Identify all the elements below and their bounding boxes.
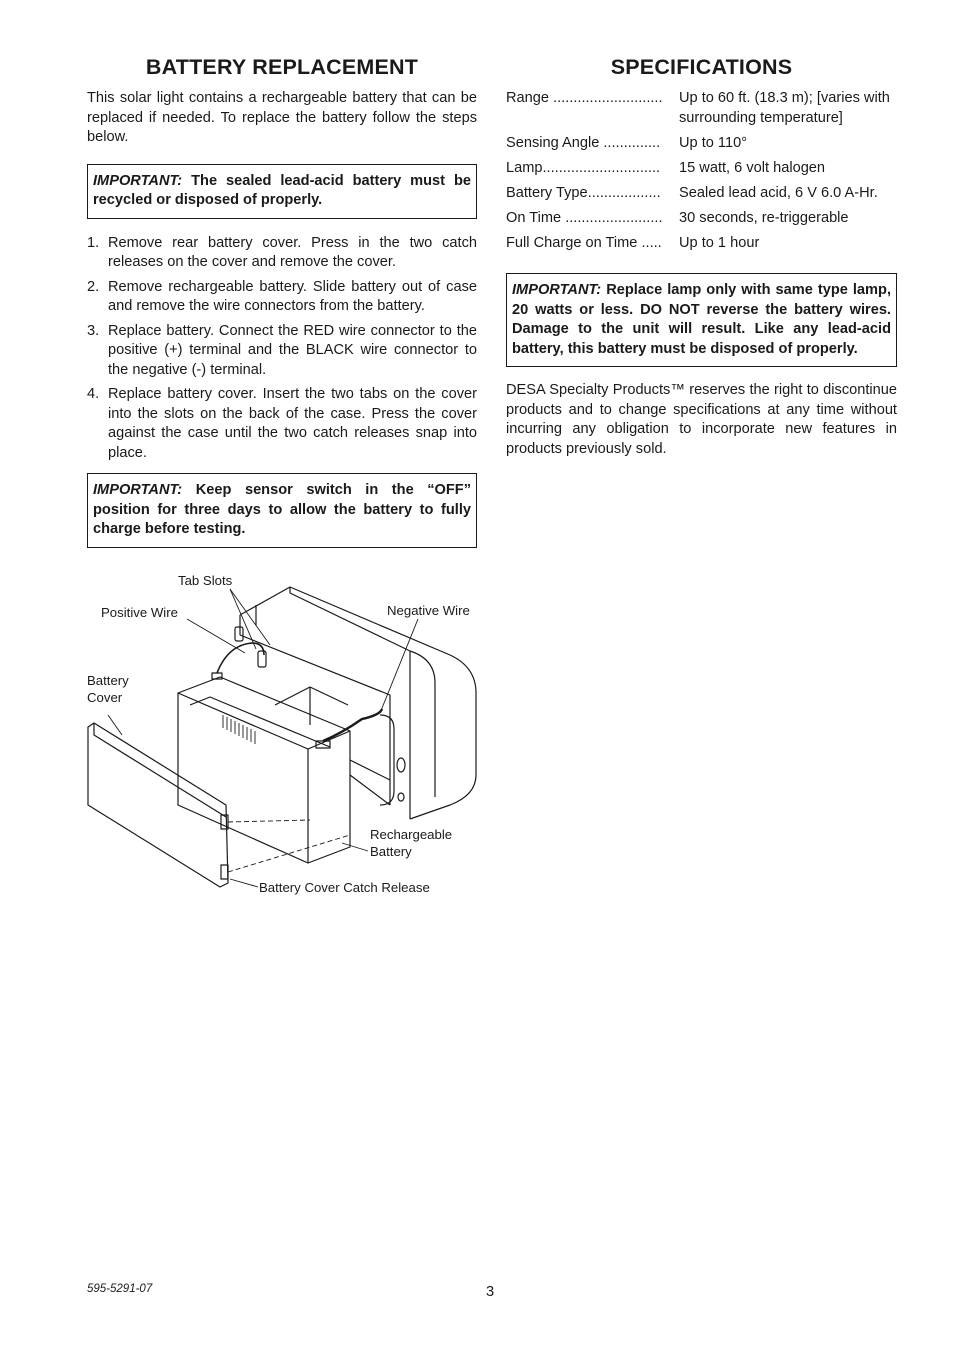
important-label: IMPORTANT: [93,172,183,189]
spec-label: Full Charge on Time ..... [506,234,662,251]
spec-row [506,134,897,154]
battery-intro: This solar light contains a rechargeable battery that can be replaced if needed. To replace the battery follow the steps below. [87,90,477,145]
battery-diagram [80,565,490,910]
step-item [87,278,477,317]
page-number: 3 [486,1284,495,1300]
spec-label: Sensing Angle .............. [506,134,661,151]
important-label: IMPORTANT: [512,282,602,298]
specifications-title: SPECIFICATIONS [610,55,793,79]
battery-cover-label-line1: Battery [87,673,129,688]
spec-label: Lamp............................. [506,159,661,176]
rechargeable-battery-label [370,827,452,860]
step-text: Remove rechargeable battery. Slide battery out of case and remove the wire connectors from the battery. [108,278,477,314]
document-code: 595-5291-07 [87,1283,153,1295]
spec-row [506,184,897,204]
spec-value: Sealed lead acid, 6 V 6.0 A-Hr. [679,184,878,201]
positive-wire-label: Positive Wire [101,605,178,620]
important-lamp-box [506,273,897,367]
spec-value: Up to 110° [679,134,748,151]
spec-value: 30 seconds, re-triggerable [679,209,849,226]
negative-wire-label: Negative Wire [387,603,470,618]
step-number: 2. [87,278,100,295]
specifications-section [506,52,897,459]
spec-row [506,234,897,254]
step-text: Remove rear battery cover. Press in the two catch releases on the cover and remove the cover. [108,234,477,270]
rechargeable-battery-label-line1: Rechargeable [370,827,453,842]
rechargeable-battery-label-line2: Battery [370,843,412,859]
spec-row [506,209,897,229]
important-recycle-box [87,164,477,219]
spec-row [506,159,897,179]
spec-value: Up to 60 ft. (18.3 m); [varies with surrounding temperature] [679,90,890,126]
replacement-steps [87,234,477,464]
tab-slots-label: Tab Slots [178,573,233,588]
step-number: 1. [87,234,100,251]
important-sensor-box [87,473,477,548]
important-text: The sealed lead-acid battery must be recycled or disposed of properly. [93,172,471,208]
spec-row [506,89,897,128]
step-number: 3. [87,322,100,339]
battery-replacement-section [87,52,477,548]
important-text: Replace lamp only with same type lamp, 20 watts or less. DO NOT reverse the battery wires. Damage to the unit will result. Like any lead-acid battery, this battery must be disposed of properly. [512,282,891,357]
step-item [87,322,477,381]
step-text: Replace battery. Connect the RED wire connector to the positive (+) terminal and the BLACK wire connector to the negative (-) terminal. [108,322,477,378]
spec-value: Up to 1 hour [679,234,760,251]
battery-cover-label-line2: Cover [87,689,123,705]
step-item [87,234,477,273]
important-text: Keep sensor switch in the “OFF” position for three days to allow the battery to fully charge before testing. [93,482,471,537]
step-item [87,385,477,463]
spec-label: Range ........................... [506,90,663,106]
spec-label: Battery Type.................. [506,184,661,201]
spec-value: 15 watt, 6 volt halogen [679,159,826,176]
spec-table [506,89,897,253]
spec-label: On Time ........................ [506,209,663,226]
battery-replacement-title: BATTERY REPLACEMENT [145,55,419,79]
step-text: Replace battery cover. Insert the two tabs on the cover into the slots on the back of the case. Press the cover against the case until the two catch releases snap into place. [108,386,477,461]
step-number: 4. [87,386,100,402]
important-label: IMPORTANT: [93,482,183,498]
disclaimer-text: DESA Specialty Products™ reserves the right to discontinue products and to change specifications at any time without incurring any obligation to incorporate new features in products previously sold. [506,382,897,457]
catch-release-label: Battery Cover Catch Release [259,880,430,895]
battery-cover-label [87,673,129,706]
